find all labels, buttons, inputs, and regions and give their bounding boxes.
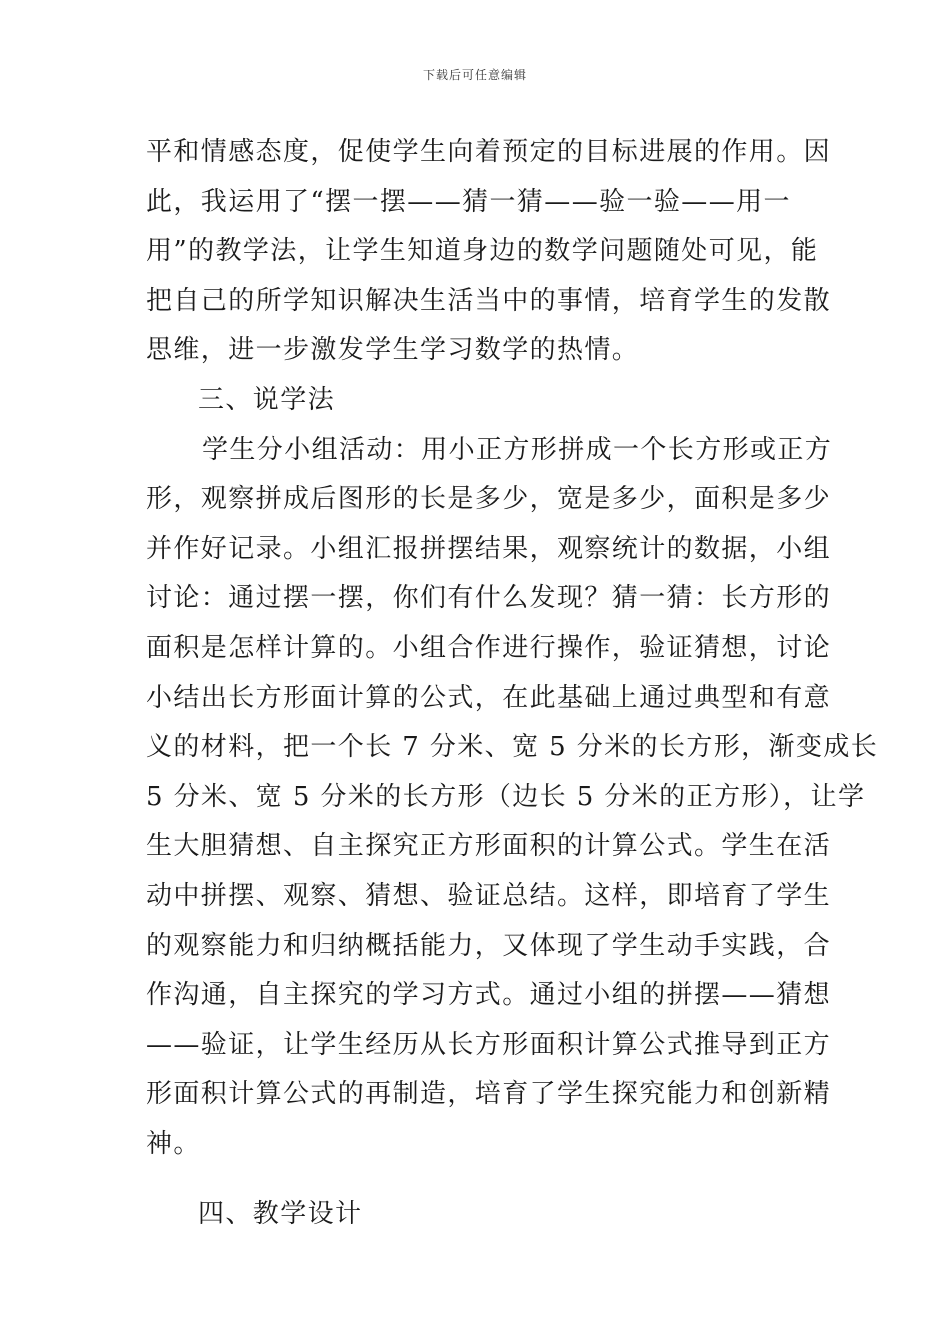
text-line: 讨论：通过摆一摆，你们有什么发现？猜一猜：长方形的 [146, 583, 832, 614]
section-heading-study-method: 三、说学法 [198, 384, 336, 415]
text-line: 的观察能力和归纳概括能力，又体现了学生动手实践，合 [146, 930, 832, 961]
text-line: 此，我运用了“摆一摆——猜一猜——验一验——用一 [146, 186, 791, 217]
text-line: 动中拼摆、观察、猜想、验证总结。这样，即培育了学生 [146, 880, 832, 911]
text-line: 生大胆猜想、自主探究正方形面积的计算公式。学生在活 [146, 831, 832, 862]
text-line: 形面积计算公式的再制造，培育了学生探究能力和创新精 [146, 1079, 832, 1110]
text-line: 作沟通，自主探究的学习方式。通过小组的拼摆——猜想 [146, 980, 832, 1011]
text-line: 学生分小组活动：用小正方形拼成一个长方形或正方 [202, 434, 833, 465]
text-line: 5 分米、宽 5 分米的长方形（边长 5 分米的正方形），让学 [146, 781, 866, 812]
text-line: 平和情感态度，促使学生向着预定的目标进展的作用。因 [146, 137, 832, 167]
text-line: 义的材料，把一个长 7 分米、宽 5 分米的长方形，渐变成长 [146, 732, 879, 763]
section-heading-teaching-design: 四、教学设计 [198, 1199, 363, 1230]
text-line: 把自己的所学知识解决生活当中的事情，培育学生的发散 [146, 285, 832, 316]
text-line: 面积是怎样计算的。小组合作进行操作，验证猜想，讨论 [146, 632, 832, 663]
text-line: 思维，进一步激发学生学习数学的热情。 [146, 335, 640, 366]
spacer [146, 1169, 811, 1190]
text-line: 形，观察拼成后图形的长是多少，宽是多少，面积是多少 [146, 484, 832, 515]
document-body [146, 128, 879, 1240]
paragraph-study-method [146, 426, 879, 1170]
text-line: 小结出长方形面计算的公式，在此基础上通过典型和有意 [146, 682, 832, 713]
text-line: 用”的教学法，让学生知道身边的数学问题随处可见，能 [146, 236, 819, 267]
text-line: ——验证，让学生经历从长方形面积计算公式推导到正方 [146, 1029, 832, 1060]
text-line: 神。 [146, 1128, 201, 1159]
text-line: 并作好记录。小组汇报拼摆结果，观察统计的数据，小组 [146, 533, 832, 564]
page-header-note: 下载后可任意编辑 [422, 68, 527, 82]
paragraph-continuation [146, 128, 832, 376]
